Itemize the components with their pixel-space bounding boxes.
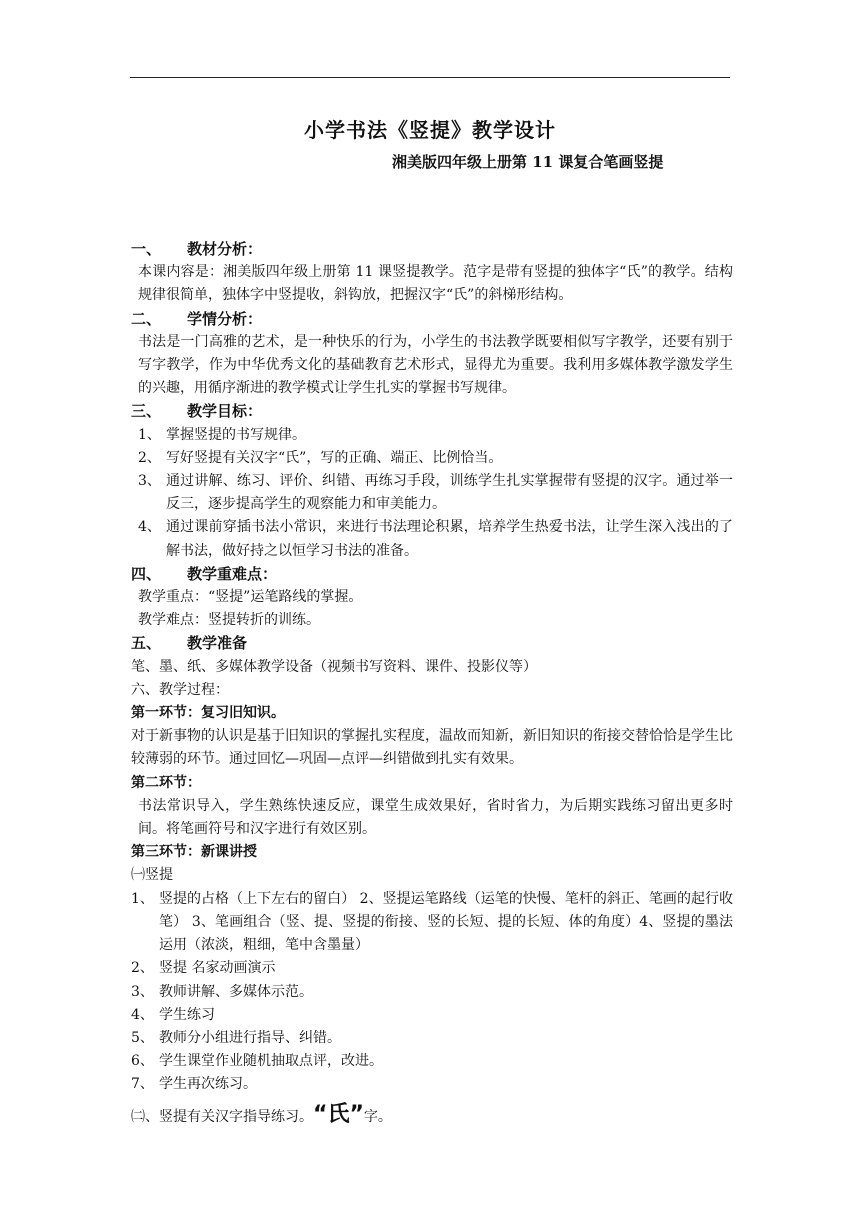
goal-item: 3、 通过讲解、练习、评价、纠错、再练习手段，训练学生扎实掌握带有竖提的汉字。通过举一反三，逐步提高学生的观察能力和审美能力。 [138, 473, 733, 513]
process-item: 6、 学生课堂作业随机抽取点评，改进。 [131, 1053, 383, 1070]
section-2-text: 书法是一门高雅的艺术，是一种快乐的行为，小学生的书法教学既要相似写字教学，还要有别于写字教学，作为中华优秀文化的基础教育艺术形式，显得尤为重要。我利用多媒体教学激发学生的兴趣，用循序渐进的教学模式让学生扎实的掌握书写规律。 [138, 333, 733, 397]
section-heading-3: 三、 教学目标： [131, 402, 263, 421]
section-heading-4: 四、 教学重难点： [131, 564, 278, 583]
goal-item: 4、 通过课前穿插书法小常识，来进行书法理论积累，培养学生热爱书法，让学生深入浅出的了解书法，做好持之以恒学习书法的准备。 [138, 519, 733, 559]
process-item: 2、 竖提 名家动画演示 [131, 960, 276, 977]
step-1-title: 第一环节：复习旧知识。 [131, 705, 285, 722]
document-body [131, 238, 733, 1129]
section-heading-5: 五、 教学准备 [131, 634, 248, 653]
section-heading-2: 二、 学情分析： [131, 309, 263, 328]
step-3-title: 第三环节：新课讲授 [131, 844, 257, 861]
section-heading-1: 一、 教材分析： [131, 240, 263, 258]
process-item: 1、 竖提的占格（上下左右的留白） 2、竖提运笔路线（运笔的快慢、笔杆的斜正、笔画的起行收笔） 3、笔画组合（竖、提、竖提的衔接、竖的长短、提的长短、体的角度）4、竖提的墨法运用（浓淡，粗细，笔中含墨量） [131, 890, 733, 954]
subsection-2-title: ㈡、竖提有关汉字指导练习。“氏”字。 [131, 1101, 392, 1127]
header-rule [130, 77, 730, 78]
subsection-1-title: ㈠竖提 [131, 867, 173, 884]
step-1-text: 对于新事物的认识是基于旧知识的掌握扎实程度，温故而知新，新旧知识的衔接交替恰恰是学生比较薄弱的环节。通过回忆—巩固—点评—纠错做到扎实有效果。 [131, 728, 733, 768]
key-point-text: 教学重点：“竖提”运笔路线的掌握。 [138, 589, 363, 606]
document-subtitle: 湘美版四年级上册第 11 课复合笔画竖提 [392, 153, 664, 171]
example-character: “氏” [313, 1101, 364, 1127]
difficulty-text: 教学难点：竖提转折的训练。 [138, 612, 320, 629]
section-heading-6: 六、教学过程： [131, 681, 229, 698]
step-2-title: 第二环节： [131, 774, 201, 791]
preparation-text: 笔、墨、纸、多媒体教学设备（视频书写资料、课件、投影仪等） [131, 658, 537, 675]
process-item: 7、 学生再次练习。 [131, 1076, 257, 1093]
goal-item: 1、 掌握竖提的书写规律。 [138, 426, 306, 443]
process-item: 3、 教师讲解、多媒体示范。 [131, 983, 313, 1000]
process-item: 5、 教师分小组进行指导、纠错。 [131, 1029, 341, 1046]
document-title: 小学书法《竖提》教学设计 [304, 118, 556, 142]
section-1-text: 本课内容是：湘美版四年级上册第 11 课竖提教学。范字是带有竖提的独体字“氏”的教学。结构规律很简单，独体字中竖提收，斜钩放，把握汉字“氏”的斜梯形结构。 [138, 264, 733, 304]
goal-item: 2、 写好竖提有关汉字“氏”，写的正确、端正、比例恰当。 [138, 449, 503, 466]
step-2-text: 书法常识导入，学生熟练快速反应，课堂生成效果好，省时省力，为后期实践练习留出更多时间。将笔画符号和汉字进行有效区别。 [138, 797, 733, 838]
process-item: 4、 学生练习 [131, 1006, 215, 1023]
